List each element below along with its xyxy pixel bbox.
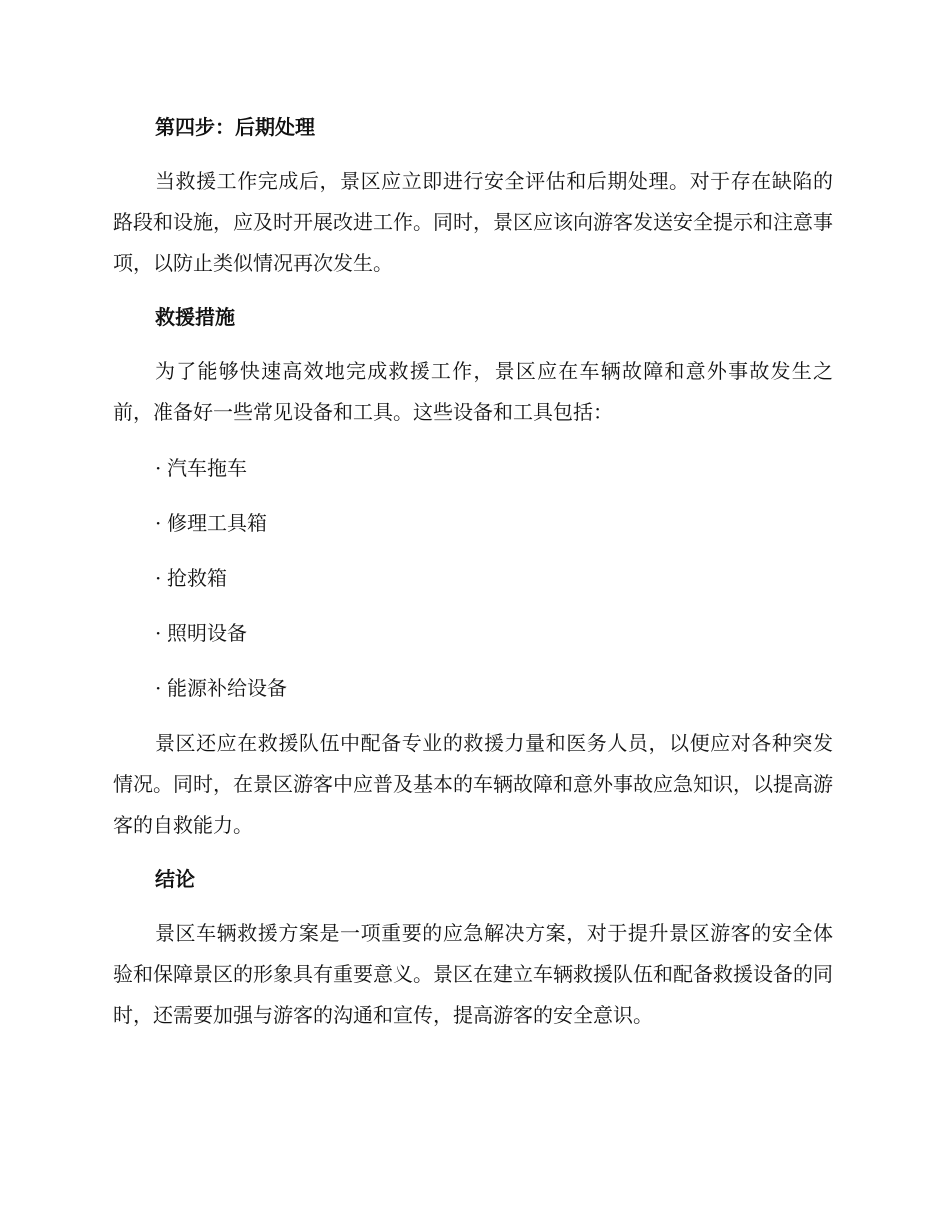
- list-item: [113, 613, 833, 653]
- section-heading-conclusion: 结论: [155, 867, 195, 891]
- paragraph-rescue-closing: 景区还应在救援队伍中配备专业的救援力量和医务人员，以便应对各种突发情况。同时，在景区游客中应普及基本的车辆故障和意外事故应急知识，以提高游客的自救能力。: [113, 731, 833, 837]
- document-body: [113, 107, 833, 1036]
- list-item-text: 照明设备: [167, 621, 247, 645]
- list-item: [113, 503, 833, 543]
- list-item-text: 汽车拖车: [167, 456, 247, 480]
- bullet-marker: ·: [155, 456, 162, 480]
- list-item: [113, 558, 833, 598]
- list-item: [113, 668, 833, 708]
- bullet-marker: ·: [155, 676, 162, 700]
- list-item: [113, 448, 833, 488]
- list-item-text: 能源补给设备: [167, 676, 287, 700]
- bullet-marker: ·: [155, 511, 162, 535]
- paragraph-rescue-intro: 为了能够快速高效地完成救援工作，景区应在车辆故障和意外事故发生之前，准备好一些常见设备和工具。这些设备和工具包括：: [113, 359, 833, 424]
- paragraph-conclusion: 景区车辆救援方案是一项重要的应急解决方案，对于提升景区游客的安全体验和保障景区的形象具有重要意义。景区在建立车辆救援队伍和配备救援设备的同时，还需要加强与游客的沟通和宣传，提高游客的安全意识。: [113, 921, 833, 1027]
- section-heading-rescue-measures: 救援措施: [155, 305, 235, 329]
- bullet-marker: ·: [155, 566, 162, 590]
- list-item-text: 抢救箱: [167, 566, 227, 590]
- section-heading-step-four: 第四步：后期处理: [155, 115, 315, 139]
- list-item-text: 修理工具箱: [167, 511, 267, 535]
- bullet-marker: ·: [155, 621, 162, 645]
- paragraph-post-processing: 当救援工作完成后，景区应立即进行安全评估和后期处理。对于存在缺陷的路段和设施，应及时开展改进工作。同时，景区应该向游客发送安全提示和注意事项，以防止类似情况再次发生。: [113, 169, 833, 275]
